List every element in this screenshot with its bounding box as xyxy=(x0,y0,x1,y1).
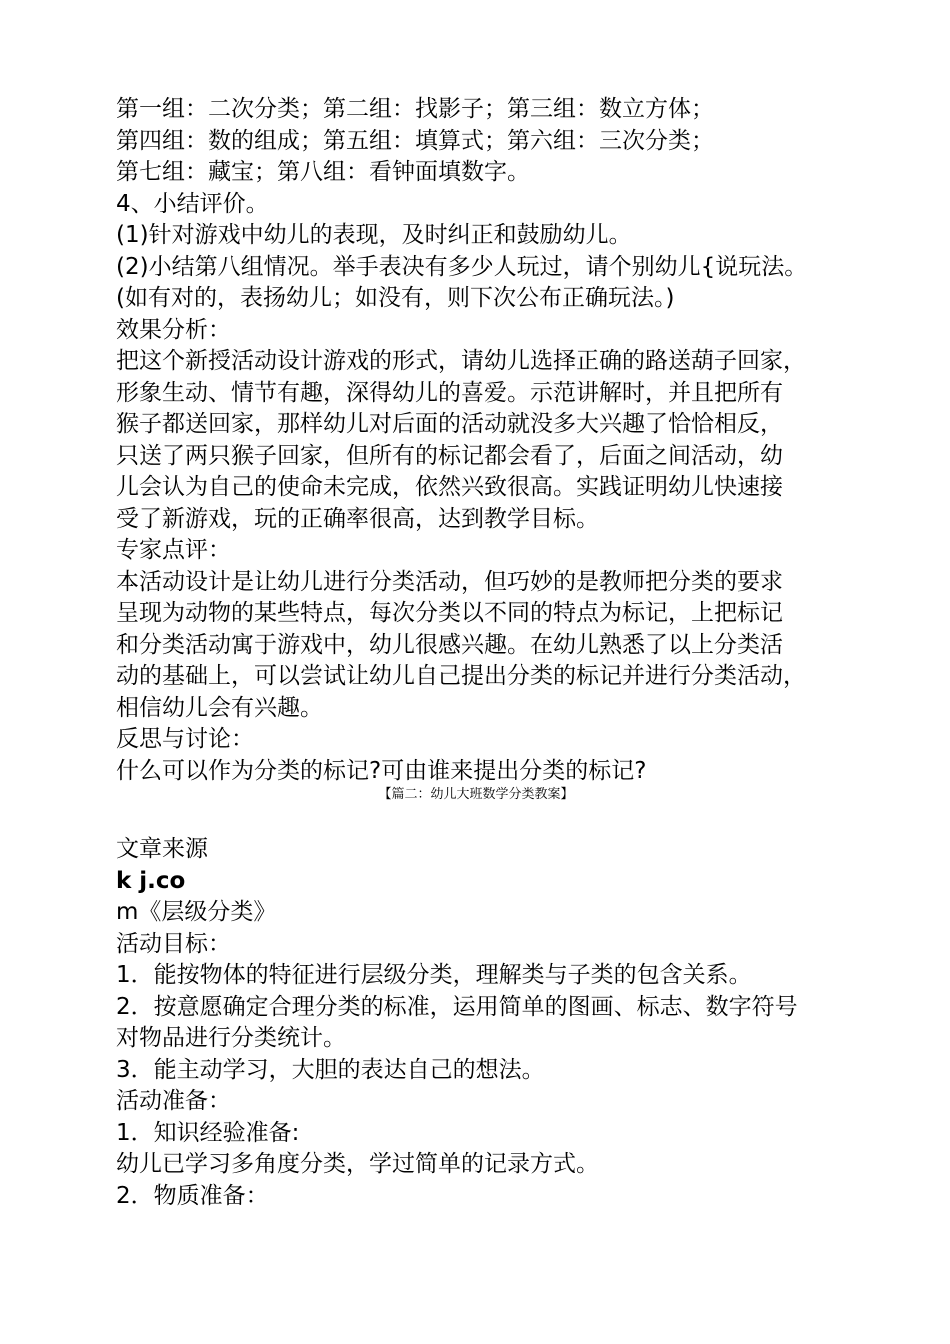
text-line: 相信幼儿会有兴趣。 xyxy=(116,694,323,721)
text-line: 形象生动、情节有趣，深得幼儿的喜爱。示范讲解时，并且把所有 xyxy=(116,379,783,406)
text-line: 幼儿已学习多角度分类，学过简单的记录方式。 xyxy=(116,1151,599,1177)
text-line: (2)小结第八组情况。举手表决有多少人玩过，请个别幼儿{说玩法。 xyxy=(116,253,808,280)
caption-text: 【篇二：幼儿大班数学分类教案】 xyxy=(378,787,574,802)
text-line: (如有对的，表扬幼儿；如没有，则下次公布正确玩法。) xyxy=(116,285,675,311)
heading-expert-comment: 专家点评： xyxy=(116,537,231,563)
heading-effect-analysis: 效果分析： xyxy=(116,316,231,343)
text-line: 第四组：数的组成；第五组：填算式；第六组：三次分类； xyxy=(116,127,714,154)
text-line: 2．按意愿确定合理分类的标准，运用简单的图画、标志、数字符号 xyxy=(116,993,798,1020)
section-caption xyxy=(116,786,836,804)
heading-reflection: 反思与讨论： xyxy=(116,726,254,752)
heading-objectives: 活动目标： xyxy=(116,930,231,957)
heading-preparation: 活动准备： xyxy=(116,1088,231,1114)
text-line: 本活动设计是让幼儿进行分类活动，但巧妙的是教师把分类的要求 xyxy=(116,568,783,595)
text-line: 呈现为动物的某些特点，每次分类以不同的特点为标记，上把标记 xyxy=(116,600,783,626)
lesson-title: m《层级分类》 xyxy=(116,899,277,925)
text-line: 只送了两只猴子回家，但所有的标记都会看了，后面之间活动，幼 xyxy=(116,442,783,469)
text-line: 儿会认为自己的使命未完成，依然兴致很高。实践证明幼儿快速接 xyxy=(116,474,783,500)
text-line: 对物品进行分类统计。 xyxy=(116,1025,346,1051)
source-label: 文章来源 xyxy=(116,836,208,862)
body-text-section-1 xyxy=(116,94,836,787)
text-line: 2．物质准备： xyxy=(116,1182,269,1209)
text-line: 第一组：二次分类；第二组：找影子；第三组：数立方体； xyxy=(116,96,714,122)
text-line: 猴子都送回家，那样幼儿对后面的活动就没多大兴趣了恰恰相反， xyxy=(116,411,783,437)
text-line: 1．知识经验准备: xyxy=(116,1119,300,1146)
text-line: 什么可以作为分类的标记?可由谁来提出分类的标记? xyxy=(116,757,647,784)
text-line: 动的基础上，可以尝试让幼儿自己提出分类的标记并进行分类活动， xyxy=(116,663,806,689)
text-line: 和分类活动寓于游戏中，幼儿很感兴趣。在幼儿熟悉了以上分类活 xyxy=(116,631,783,658)
text-line: 1．能按物体的特征进行层级分类，理解类与子类的包含关系。 xyxy=(116,962,752,988)
text-line: 4、小结评价。 xyxy=(116,190,269,217)
text-line: 受了新游戏，玩的正确率很高，达到教学目标。 xyxy=(116,505,599,532)
source-url-part: k j.co xyxy=(116,867,186,894)
text-line: (1)针对游戏中幼儿的表现，及时纠正和鼓励幼儿。 xyxy=(116,222,632,248)
text-line: 把这个新授活动设计游戏的形式，请幼儿选择正确的路送葫子回家， xyxy=(116,348,806,374)
text-line: 3．能主动学习，大胆的表达自己的想法。 xyxy=(116,1056,545,1083)
body-text-section-2 xyxy=(116,834,836,1212)
text-line: 第七组：藏宝；第八组：看钟面填数字。 xyxy=(116,159,530,185)
